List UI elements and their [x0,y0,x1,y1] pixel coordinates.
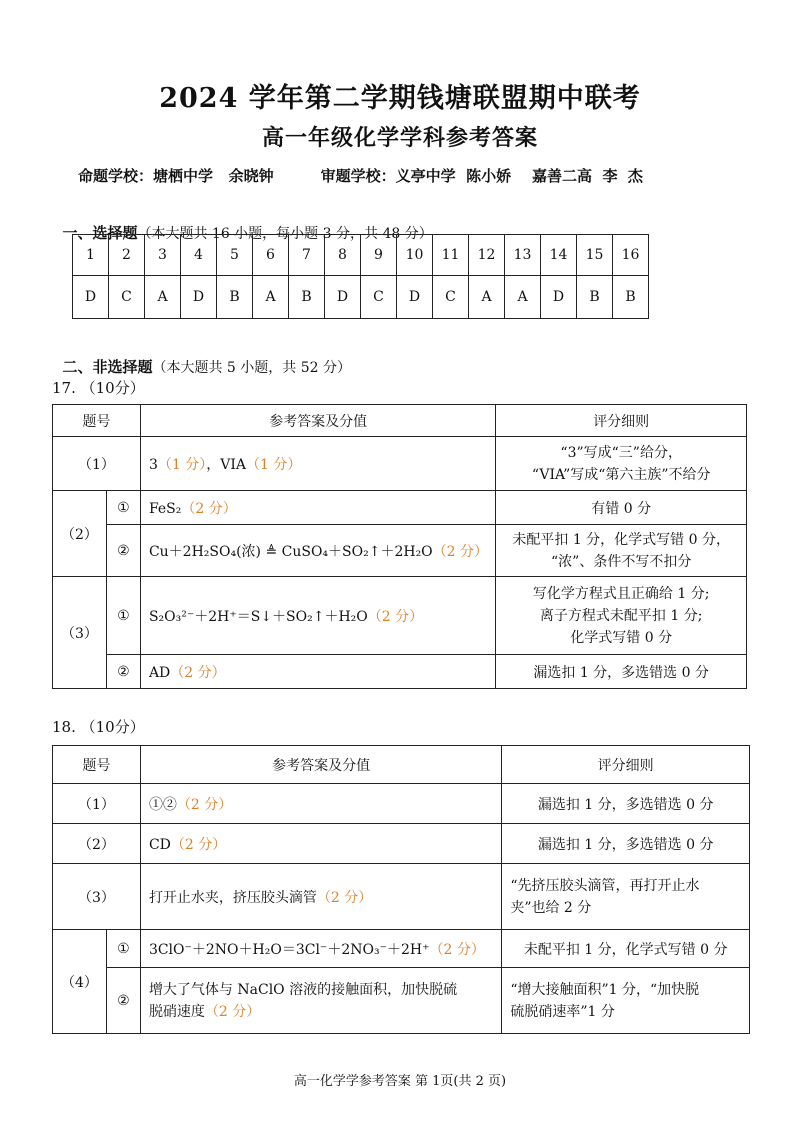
q17-header-num: 题号 [53,405,141,437]
score-text: （2 分） [367,608,424,625]
table-row [53,577,747,655]
mc-answer: C [361,276,397,319]
q18-header-num: 题号 [53,746,141,784]
mc-question-number: 13 [505,235,541,276]
mc-question-number: 1 [73,235,109,276]
q17-r3-num: （3） [53,577,107,689]
mc-question-number: 7 [289,235,325,276]
mc-answer: D [181,276,217,319]
q17-r1-num: （1） [53,437,141,491]
q17-r3-s1-sub: ① [106,577,140,655]
answer-text: CD [148,836,171,853]
mc-question-number: 16 [613,235,649,276]
table-row [53,784,750,824]
mc-question-number: 11 [433,235,469,276]
q18-r1-answer [140,784,501,824]
answer-text: 3ClO⁻＋2NO＋H₂O＝3Cl⁻＋2NO₃⁻＋2H⁺ [148,941,430,958]
section-2-label: 二、非选择题 [62,358,153,376]
exam-subtitle: 高一年级化学学科参考答案 [261,125,538,151]
criteria-line: “先挤压胶头滴管，再打开止水 [510,877,700,894]
answer-text: 脱硝速度 [148,1003,205,1020]
table-row [53,437,747,491]
q17-header-answer: 参考答案及分值 [140,405,495,437]
mc-question-number: 4 [181,235,217,276]
q18-r4-s2-answer [140,968,501,1034]
answer-text: 打开止水夹，挤压胶头滴管 [148,889,317,906]
q17-r1-answer [140,437,495,491]
answer-text: 增大了气体与 NaClO 溶液的接触面积，加快脱硫 [148,981,458,998]
q18-r4-s1-sub: ① [106,930,140,968]
table-row [53,525,747,577]
q17-r3-s1-criteria [496,577,747,655]
criteria-line: 夹”也给 2 分 [510,899,592,916]
criteria-line: 离子方程式未配平扣 1 分; [539,607,703,624]
q18-r4-s1-answer [140,930,501,968]
q17-r2-s1-answer [140,491,495,525]
mc-question-number: 6 [253,235,289,276]
section-1-note: （本大题共 16 小题，每小题 3 分，共 48 分） [137,226,433,242]
score-text: （2 分） [429,941,485,958]
q17-r2-num: （2） [53,491,107,577]
criteria-line: 硫脱硝速率”1 分 [510,1003,615,1020]
mc-answer: D [397,276,433,319]
criteria-line: “浓”、条件不写不扣分 [551,553,692,570]
q18-r2-answer [140,824,501,864]
q17-r2-s1-sub: ① [106,491,140,525]
score-text: （2 分） [176,796,233,813]
q18-heading: 18. （10分） [52,718,145,736]
score-text: （2 分） [170,664,226,681]
q18-r4-s2-sub: ② [106,968,140,1034]
score-text: （2 分） [316,889,373,906]
score-text: （1 分） [245,456,302,473]
section-2-note: （本大题共 5 小题，共 52 分） [152,360,351,376]
q18-header-criteria: 评分细则 [502,746,750,784]
q17-r3-s2-answer [140,655,495,689]
page-footer: 高一化学学参考答案 第 1页(共 2 页) [293,1074,507,1089]
mc-question-number: 3 [145,235,181,276]
q17-table [52,404,747,689]
criteria-line: “VIA”写成“第六主族”不给分 [531,466,711,483]
mc-answer: C [109,276,145,319]
q17-r2-s2-sub: ② [106,525,140,577]
mc-answer-row [73,276,649,319]
q18-r1-num: （1） [53,784,141,824]
mc-question-number: 8 [325,235,361,276]
q17-r1-criteria [496,437,747,491]
mc-question-number: 15 [577,235,613,276]
mc-number-row [73,235,649,276]
table-row [53,491,747,525]
section-2-heading [52,338,351,377]
score-text: （2 分） [170,836,227,853]
mc-question-number: 9 [361,235,397,276]
q17-header-row [53,405,747,437]
q18-r3-num: （3） [53,864,141,930]
mc-question-number: 12 [469,235,505,276]
q18-r3-answer [140,864,501,930]
table-row [53,824,750,864]
mc-answer: B [289,276,325,319]
q18-r4-num: （4） [53,930,107,1034]
table-row [53,968,750,1034]
authors-line: 命题学校：塘栖中学 余晓钟 审题学校：义亭中学 陈小娇 嘉善二高 李 杰 [78,167,643,185]
table-row [53,864,750,930]
q17-r3-s1-answer [140,577,495,655]
q18-r2-num: （2） [53,824,141,864]
answer-text: ，VIA [206,456,246,473]
mc-answer: D [325,276,361,319]
q18-table [52,745,750,1034]
score-text: （2 分） [204,1003,261,1020]
answer-text: S₂O₃²⁻＋2H⁺＝S↓＋SO₂↑＋H₂O [148,608,368,625]
q18-header-row [53,746,750,784]
table-row [53,655,747,689]
q17-r2-s2-criteria [496,525,747,577]
section-1-label: 一、选择题 [62,224,138,242]
score-text: （2 分） [181,500,237,517]
q18-r1-criteria: 漏选扣 1 分，多选错选 0 分 [502,784,750,824]
answer-text: AD [148,664,171,681]
q17-r2-s1-criteria: 有错 0 分 [496,491,747,525]
q18-r2-criteria: 漏选扣 1 分，多选错选 0 分 [502,824,750,864]
criteria-line: “增大接触面积”1 分，“加快脱 [510,981,700,998]
mc-question-number: 2 [109,235,145,276]
mc-answer: A [469,276,505,319]
q18-r4-s2-criteria [502,968,750,1034]
mc-question-number: 14 [541,235,577,276]
criteria-line: 化学式写错 0 分 [570,629,673,646]
mc-answer: B [577,276,613,319]
q17-heading: 17. （10分） [52,379,145,397]
mc-answer: A [505,276,541,319]
multiple-choice-table [72,234,649,319]
answer-text: 3 [148,456,158,473]
mc-answer: B [217,276,253,319]
mc-answer: D [73,276,109,319]
criteria-line: “3”写成“三”给分， [560,444,682,461]
table-row [53,930,750,968]
answer-text: FeS₂ [148,500,182,517]
q18-r4-s1-criteria: 未配平扣 1 分，化学式写错 0 分 [502,930,750,968]
q17-header-criteria: 评分细则 [496,405,747,437]
mc-answer: C [433,276,469,319]
answer-text: ①② [148,796,177,813]
mc-question-number: 10 [397,235,433,276]
mc-answer: B [613,276,649,319]
q17-r2-s2-answer [140,525,495,577]
mc-answer: A [253,276,289,319]
score-text: （1 分） [157,456,207,473]
mc-question-number: 5 [217,235,253,276]
q18-header-answer: 参考答案及分值 [140,746,501,784]
mc-answer: D [541,276,577,319]
mc-answer: A [145,276,181,319]
criteria-line: 未配平扣 1 分，化学式写错 0 分， [512,531,730,548]
q17-r3-s2-sub: ② [106,655,140,689]
criteria-line: 写化学方程式且正确给 1 分; [532,585,710,602]
q18-r3-criteria [502,864,750,930]
exam-title: 2024 学年第二学期钱塘联盟期中联考 [159,83,641,114]
score-text: （2 分） [432,543,489,560]
q17-r3-s2-criteria: 漏选扣 1 分，多选错选 0 分 [496,655,747,689]
answer-text: Cu＋2H₂SO₄(浓) ≜ CuSO₄＋SO₂↑＋2H₂O [148,543,433,560]
